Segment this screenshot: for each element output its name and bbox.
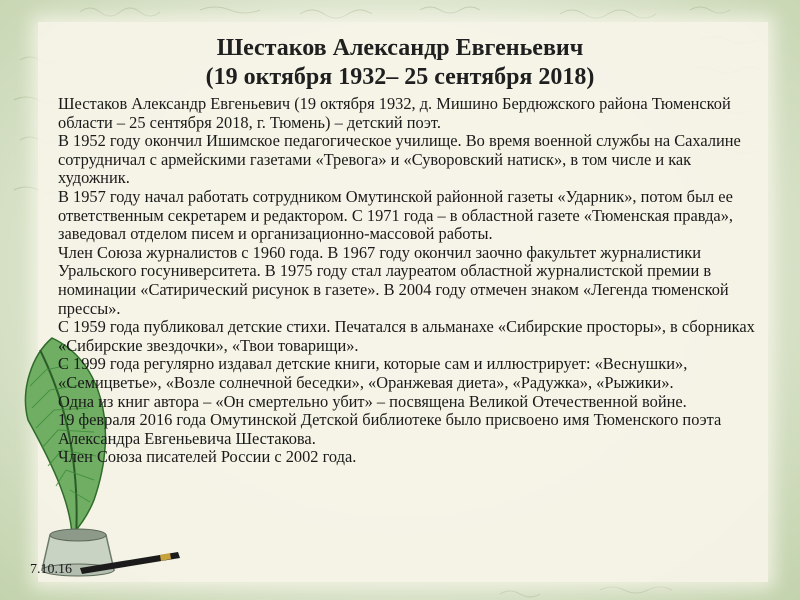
paragraph: Шестаков Александр Евгеньевич (19 октября 1932, д. Мишино Бердюжского района Тюменской области – 25 сентября 2018, г. Тюмень) – детский поэт.	[58, 94, 731, 132]
paragraph: В 1957 году начал работать сотрудником Омутинской районной газеты «Ударник», потом был ее ответственным секретарем и редактором. С 1971 года – в областной газете «Тюменская правда», заведовал отделом писем и организационно-массовой работы.	[58, 186, 733, 244]
biography-text	[58, 95, 758, 467]
slide-number: 7.10.16	[30, 562, 72, 577]
paragraph: Член Союза журналистов с 1960 года. В 1967 году окончил заочно факультет журналистики Уральского госуниверситета. В 1975 году стал лауреатом областной журналистской премии в номинации «Сатирический рисунок в газете». В 2004 году отмечен знаком «Легенда тюменской прессы».	[58, 242, 729, 318]
paragraph: С 1959 года публиковал детские стихи. Печатался в альманахе «Сибирские просторы», в сборниках «Сибирские звездочки», «Твои товарищи».	[58, 317, 755, 355]
paragraph: 19 февраля 2016 года Омутинской Детской библиотеке было присвоено имя Тюменского поэта Александра Евгеньевича Шестакова.	[58, 410, 722, 448]
paragraph: Одна из книг автора – «Он смертельно убит» – посвящена Великой Отечественной войне.	[58, 391, 687, 411]
paragraph: Член Союза писателей России с 2002 года.	[58, 447, 357, 467]
paragraph: С 1999 года регулярно издавал детские книги, которые сам и иллюстрирует: «Веснушки», «Семицветье», «Возле солнечной беседки», «Оранжевая диета», «Радужка», «Рыжики».	[58, 354, 688, 392]
slide-title	[0, 34, 800, 92]
title-dates: (19 октября 1932– 25 сентября 2018)	[205, 64, 595, 90]
paragraph: В 1952 году окончил Ишимское педагогическое училище. Во время военной службы на Сахалине сотрудничал с армейскими газетами «Тревога» и «Суворовский натиск», в том числе и как художник.	[58, 131, 741, 188]
title-name: Шестаков Александр Евгеньевич	[216, 35, 584, 61]
